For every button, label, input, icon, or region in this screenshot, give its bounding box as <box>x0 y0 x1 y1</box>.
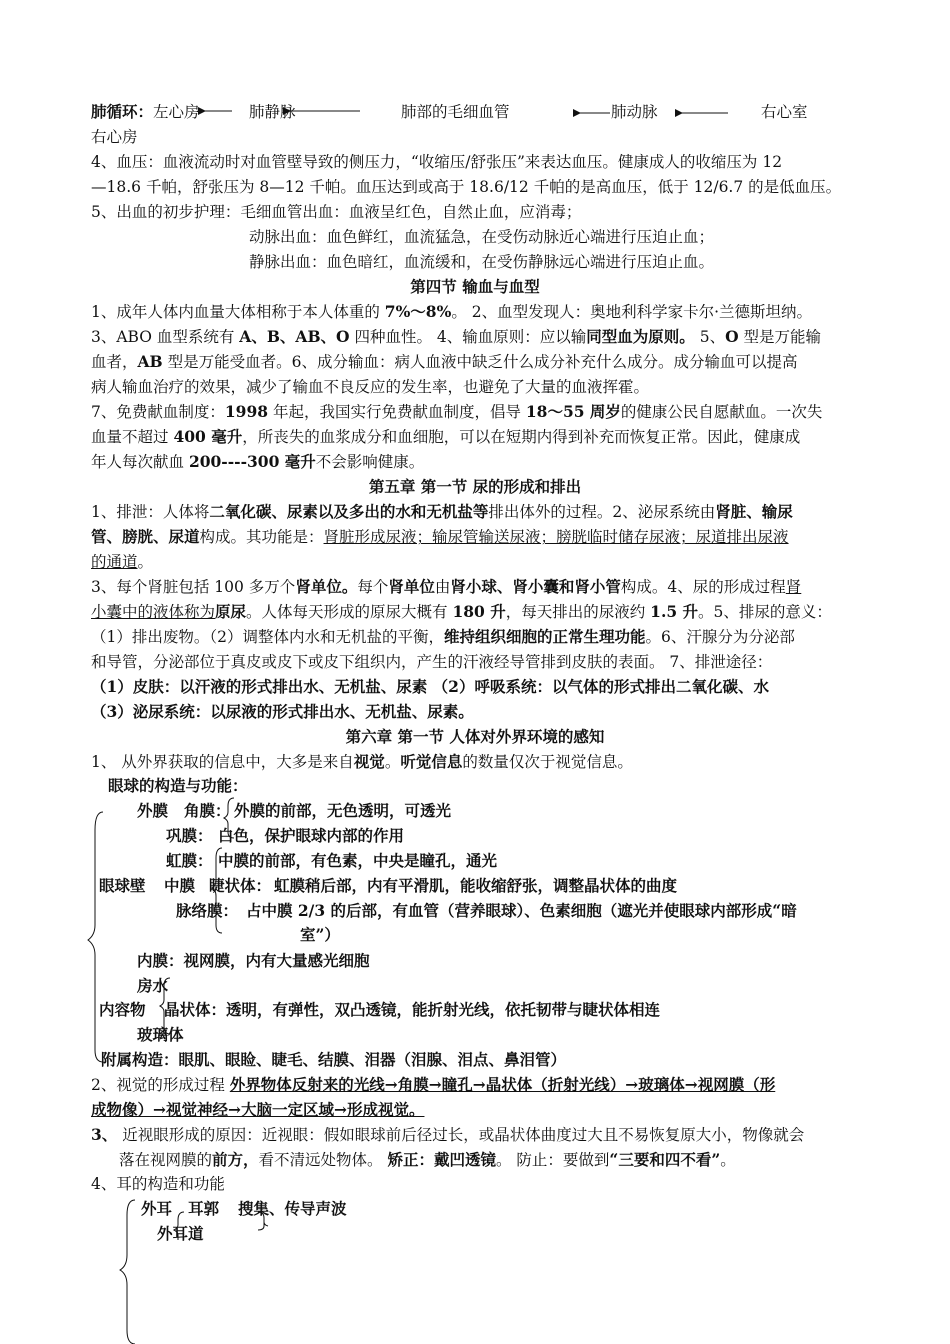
myopia-line-1: 3、 近视眼形成的原因：近视眼：假如眼球前后径过长，或晶状体曲度过大且不易恢复原大小，物像就会 <box>91 1125 805 1144</box>
outer-membrane: 外膜 <box>137 801 169 820</box>
bleeding-line-3: 静脉出血：血色暗红，血流缓和，在受伤静脉远心端进行压迫止血。 <box>249 253 715 271</box>
eye-structure-title: 眼球的构造与功能： <box>108 776 248 795</box>
cornea-label: 角膜： <box>184 801 231 820</box>
s4-line-2: 3、ABO 血型系统有 A、B、AB、O 四种血性。 4、输血原则：应以输同型血为原则。 5、O 型是万能输 <box>91 327 822 346</box>
ch5-line-4: 3、每个肾脏包括 100 多万个肾单位。每个肾单位由肾小球、肾小囊和肾小管构成。4、尿的形成过程肾 <box>91 577 802 596</box>
ciliary-label: 睫状体： <box>209 876 272 895</box>
inner-membrane: 内膜：视网膜，内有大量感光细胞 <box>137 951 370 970</box>
iris-label: 虹膜： <box>166 851 213 870</box>
ch5-line-3: 的通道。 <box>91 553 154 571</box>
bp-line-2: —18.6 千帕，舒张压为 8—12 千帕。血压达到或高于 18.6/12 千帕的是高血压，低于 12/6.7 的是低血压。 <box>91 178 842 196</box>
right-atrium: 右心房 <box>91 128 138 146</box>
lens-text: 晶状体：透明，有弹性，双凸透镜，能折射光线，依托韧带与睫状体相连 <box>164 1000 661 1019</box>
ch5-line-6: （1）排出废物。（2）调整体内水和无机盐的平衡，维持组织细胞的正常生理功能。6、汗腺分为分泌部 <box>91 627 795 646</box>
iris-text: 中膜的前部，有色素，中央是瞳孔，通光 <box>218 851 498 870</box>
s4-line-6: 血量不超过 400 毫升，所丧失的血浆成分和血细胞，可以在短期内得到补充而恢复正常。因此，健康成 <box>91 427 801 446</box>
accessory-structures: 附属构造：眼肌、眼睑、睫毛、结膜、泪器（泪腺、泪点、鼻泪管） <box>101 1050 567 1069</box>
bleeding-line-1: 5、出血的初步护理：毛细血管出血：血液呈红色，自然止血，应消毒； <box>91 203 582 221</box>
middle-membrane: 中膜 <box>164 876 196 895</box>
myopia-line-2: 落在视网膜的前方，看不清远处物体。 矫正：戴凹透镜。 防止：要做到“三要和四不看”。 <box>119 1150 736 1169</box>
pinna-function: 搜集、传导声波 <box>238 1199 347 1218</box>
choroid-label: 脉络膜： <box>176 901 239 920</box>
s4-line-7: 年人每次献血 200----300 毫升不会影响健康。 <box>91 452 425 471</box>
ch5-line-2: 管、膀胱、尿道构成。其功能是：肾脏形成尿液；输尿管输送尿液；膀胱临时储存尿液；尿道排出尿液 <box>91 527 789 546</box>
sclera-text: 白色，保护眼球内部的作用 <box>218 826 405 845</box>
bleeding-line-2: 动脉出血：血色鲜红，血流猛急，在受伤动脉近心端进行压迫止血； <box>249 228 715 246</box>
cornea-text: 外膜的前部，无色透明，可透光 <box>234 801 452 820</box>
ch5-line-8: （1）皮肤：以汗液的形式排出水、无机盐、尿素 （2）呼吸系统：以气体的形式排出二氧化碳、水 <box>91 677 769 696</box>
chapter6-title: 第六章 第一节 人体对外界环境的感知 <box>345 727 605 746</box>
pulmonary-label: 肺循环：左心房 <box>91 102 200 121</box>
eyeball-wall: 眼球壁 <box>99 876 146 895</box>
ch5-line-1: 1、排泄：人体将二氧化碳、尿素以及多出的水和无机盐等排出体外的过程。2、泌尿系统由肾脏、输尿 <box>91 502 793 521</box>
section4-title: 第四节 输血与血型 <box>410 277 540 296</box>
pinna: 耳郭 <box>188 1199 220 1218</box>
pulmonary-artery: 肺动脉 <box>611 103 658 121</box>
vision-line-2: 成物像）→视觉神经→大脑一定区域→形成视觉。 <box>91 1100 425 1119</box>
lung-capillaries: 肺部的毛细血管 <box>401 103 510 121</box>
vision-line-1: 2、视觉的形成过程 外界物体反射来的光线→角膜→瞳孔→晶状体（折射光线）→玻璃体→视网膜（形 <box>91 1075 776 1094</box>
ch6-line-1: 1、 从外界获取的信息中，大多是来自视觉。听觉信息的数量仅次于视觉信息。 <box>91 752 633 771</box>
s4-line-1: 1、成年人体内血量大体相称于本人体重的 7%～8%。 2、血型发现人：奥地利科学家卡尔·兰德斯坦纳。 <box>91 302 813 321</box>
vitreous-body: 玻璃体 <box>137 1025 184 1044</box>
brace-eyeball <box>88 812 103 1062</box>
sclera-label: 巩膜： <box>166 826 213 845</box>
ch5-line-9: （3）泌尿系统：以尿液的形式排出水、无机盐、尿素。 <box>91 702 474 721</box>
choroid-text-2: 室”） <box>300 925 340 944</box>
ear-title: 4、耳的构造和功能 <box>91 1175 225 1193</box>
brace-ear <box>120 1200 135 1344</box>
choroid-text-1: 占中膜 2/3 的后部，有血管（营养眼球）、色素细胞（遮光并使眼球内部形成“暗 <box>246 901 797 920</box>
ch5-line-7: 和导管，分泌部位于真皮或皮下或皮下组织内，产生的汗液经导管排到皮肤的表面。 7、排泄途径： <box>91 653 773 671</box>
aqueous-humor: 房水 <box>137 976 169 995</box>
pulmonary-vein: 肺静脉 <box>249 103 296 121</box>
s4-line-4: 病人输血治疗的效果，减少了输血不良反应的发生率，也避免了大量的血液挥霍。 <box>91 378 650 396</box>
right-ventricle: 右心室 <box>761 103 808 121</box>
ch5-line-5: 小囊中的液体称为原尿。人体每天形成的原尿大概有 180 升，每天排出的尿液约 1.5 升。5、排尿的意义： <box>91 602 832 621</box>
chapter5-title: 第五章 第一节 尿的形成和排出 <box>368 477 582 496</box>
s4-line-5: 7、免费献血制度：1998 年起，我国实行免费献血制度，倡导 18～55 周岁的健康公民自愿献血。一次失 <box>91 402 823 421</box>
s4-line-3: 血者，AB 型是万能受血者。6、成分输血：病人血液中缺乏什么成分补充什么成分。成分输血可以提高 <box>91 352 798 371</box>
outer-ear: 外耳 <box>141 1199 173 1218</box>
eye-contents: 内容物 <box>99 1000 146 1019</box>
ear-canal: 外耳道 <box>157 1224 204 1243</box>
bp-line-1: 4、血压：血液流动时对血管壁导致的侧压力，“收缩压/舒张压”来表达血压。健康成人的收缩压为 12 <box>91 153 783 171</box>
ciliary-text: 虹膜稍后部，内有平滑肌，能收缩舒张，调整晶状体的曲度 <box>274 876 678 895</box>
